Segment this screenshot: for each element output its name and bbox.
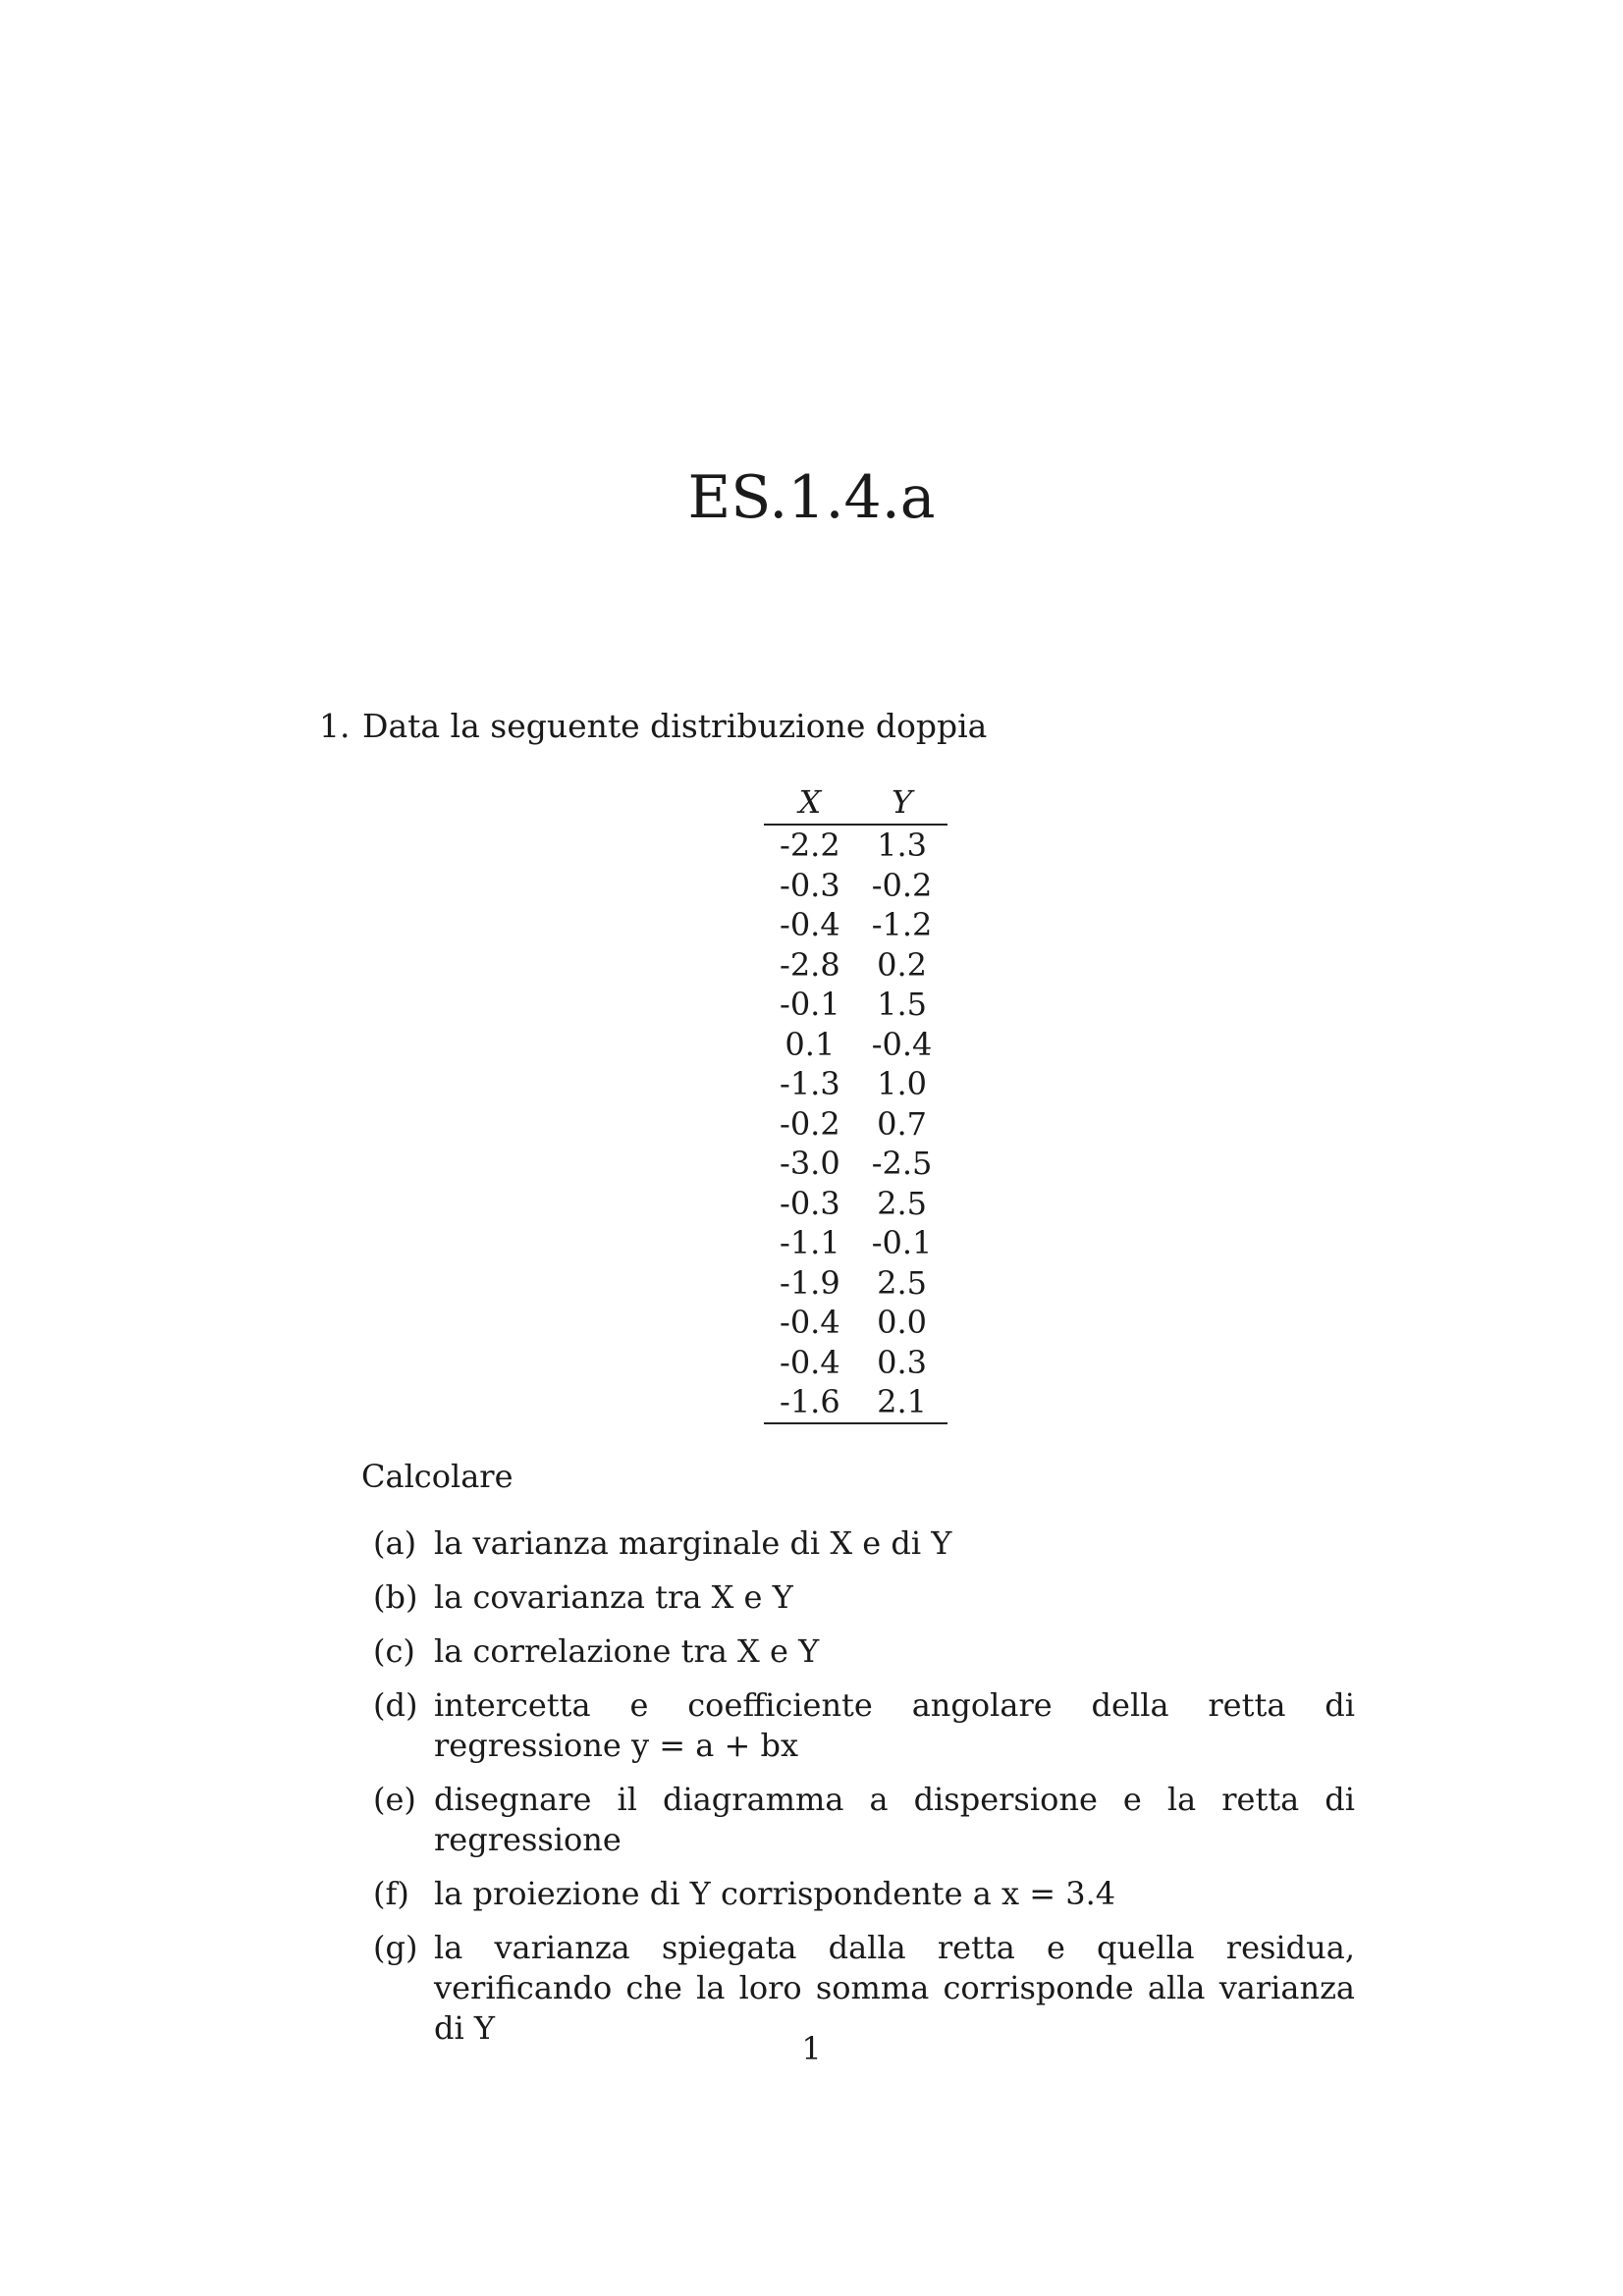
cell-x: -2.8: [780, 945, 840, 984]
item-text: la varianza spiegata dalla retta e quella residua, verificando che la loro somma corrisponde alla varianza di Y: [434, 1929, 1355, 2047]
cell-y: 2.5: [877, 1263, 927, 1302]
page-number: 1: [801, 2030, 822, 2067]
problem-intro: Data la seguente distribuzione doppia: [362, 707, 988, 745]
item-letter: (g): [373, 1929, 418, 1966]
item-text: disegnare il diagramma a dispersione e la retta di regressione: [434, 1781, 1355, 1858]
table-row: [764, 1382, 947, 1423]
table-row: [764, 1343, 947, 1383]
item-letter: (a): [373, 1524, 417, 1562]
column-header-y: Y: [856, 780, 948, 825]
item-letter: (c): [373, 1632, 415, 1670]
cell-y: 1.3: [877, 827, 927, 864]
cell-y: 0.0: [877, 1304, 927, 1341]
table-row: [764, 1303, 947, 1343]
cell-y: -0.4: [871, 1025, 933, 1063]
item-text: la proiezione di Y corrispondente a x = 3.4: [434, 1875, 1116, 1912]
cell-x: -3.0: [780, 1145, 840, 1182]
cell-y: 0.7: [877, 1104, 927, 1143]
list-item: [373, 1577, 1355, 1618]
cell-x: -0.4: [780, 1304, 840, 1341]
cell-x: -1.3: [780, 1065, 840, 1102]
table-row: [764, 825, 947, 866]
cell-y: -1.2: [871, 906, 933, 943]
table-row: [764, 1064, 947, 1104]
cell-y: -2.5: [871, 1145, 933, 1182]
cell-y: 2.1: [856, 1382, 948, 1423]
task-list: [373, 1523, 1355, 2062]
column-header-x: X: [764, 780, 856, 825]
page-title: ES.1.4.a: [687, 463, 936, 532]
cell-x: -0.2: [780, 1104, 840, 1143]
item-letter: (f): [373, 1875, 409, 1912]
cell-y: -0.2: [871, 866, 933, 904]
item-letter: (d): [373, 1686, 418, 1724]
calc-label: Calcolare: [361, 1458, 514, 1495]
table-row: [764, 1025, 947, 1065]
item-letter: (b): [373, 1578, 418, 1616]
cell-y: 2.5: [877, 1184, 927, 1222]
problem-statement: [319, 707, 987, 745]
cell-x: -1.9: [780, 1263, 840, 1302]
distribution-table: [764, 780, 947, 1424]
list-item: [373, 1685, 1355, 1766]
cell-x: -0.3: [780, 866, 840, 904]
table-row: [764, 866, 947, 906]
table-row: [764, 1104, 947, 1145]
item-text: intercetta e coefficiente angolare della retta di regressione y = a + bx: [434, 1686, 1355, 1764]
cell-x: -1.1: [780, 1224, 840, 1261]
table-row: [764, 985, 947, 1025]
item-text: la varianza marginale di X e di Y: [434, 1524, 952, 1562]
table-row: [764, 905, 947, 945]
cell-y: -0.1: [871, 1224, 933, 1261]
cell-y: 1.5: [877, 986, 927, 1023]
list-item: [373, 1874, 1355, 1914]
cell-y: 0.2: [877, 945, 927, 984]
cell-x: -0.1: [780, 986, 840, 1023]
cell-y: 0.3: [877, 1343, 927, 1381]
table-row: [764, 1144, 947, 1184]
cell-x: -0.3: [780, 1184, 840, 1222]
cell-x: -1.6: [764, 1382, 856, 1423]
table-row: [764, 1184, 947, 1224]
cell-x: -2.2: [780, 827, 840, 864]
table-row: [764, 945, 947, 986]
cell-x: -0.4: [780, 1343, 840, 1381]
item-text: la correlazione tra X e Y: [434, 1632, 820, 1670]
cell-x: 0.1: [784, 1025, 836, 1063]
item-text: la covarianza tra X e Y: [434, 1578, 793, 1616]
cell-x: -0.4: [780, 906, 840, 943]
item-letter: (e): [373, 1781, 416, 1818]
cell-y: 1.0: [877, 1065, 927, 1102]
list-item: [373, 1780, 1355, 1860]
table-row: [764, 1223, 947, 1263]
table-row: [764, 1263, 947, 1304]
table-header-row: [764, 780, 947, 825]
list-item: [373, 1523, 1355, 1564]
problem-number: 1.: [319, 707, 351, 745]
list-item: [373, 1631, 1355, 1672]
